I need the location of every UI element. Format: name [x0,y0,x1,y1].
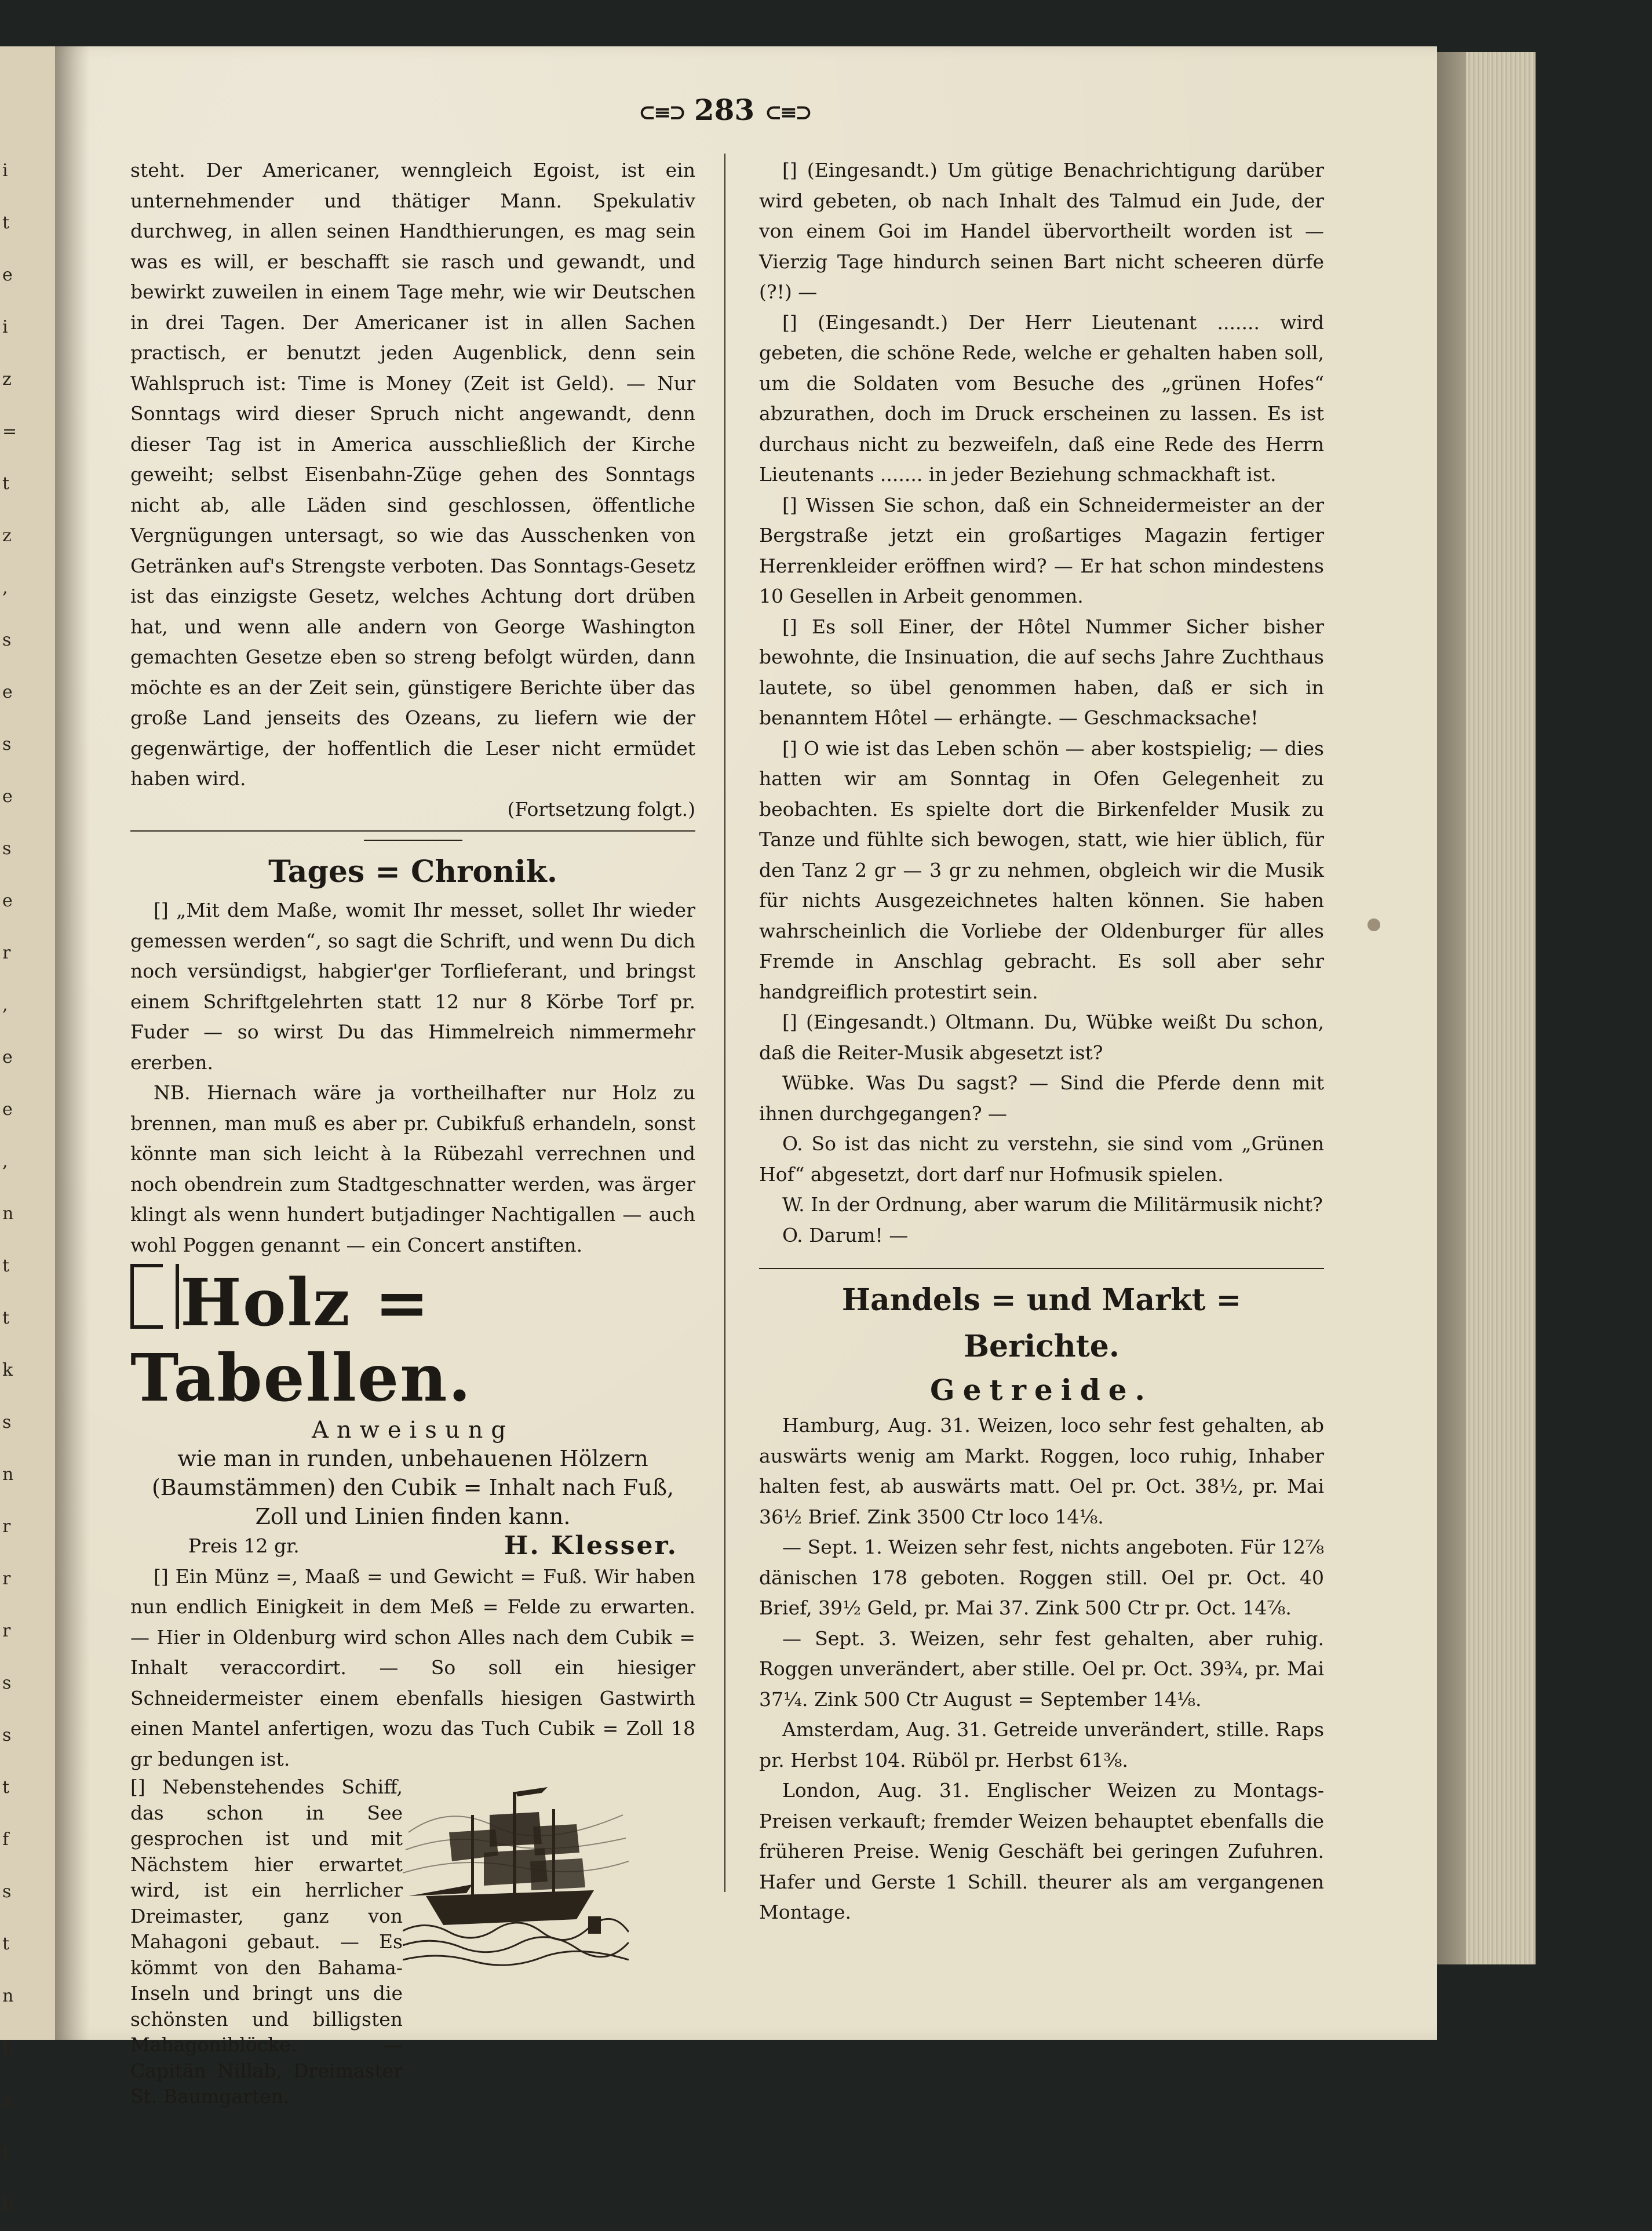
continued-note: (Fortsetzung folgt.) [507,797,695,821]
left-ornament-icon: ⊂≡⊃ [638,100,684,125]
chronik-heading: Tages = Chronik. [268,854,557,890]
ink-stain [1367,918,1380,931]
dialogue-oltmann: [] (Eingesandt.) Oltmann. Du, Wübke weißt Du schon, daß die Reiter-Musik abgesetzt ist? [759,1011,1324,1064]
price-line [130,1531,695,1562]
article-continuation: steht. Der Americaner, wenngleich Egoist, ist ein unternehmender und thätiger Mann. Spekulativ durchweg, in allen seinen Handthierungen, es mag sein was es will, er beschafft sie rasch und gewandt, und bewirkt zuweilen in einem Tage mehr, wie wir Deutschen in drei Tagen. Der Americaner ist in allen Sachen practisch, er benutzt jeden Augenblick, denn sein Wahlspruch ist: Time is Money (Zeit ist Geld). — Nur Sonntags wird dieser Spruch nicht angewandt, denn dieser Tag ist in America ausschließlich der Kirche geweiht; selbst Eisenbahn-Züge gehen des Sonntags nicht ab, alle Läden sind geschlossen, öffentliche Vergnügungen untersagt, so wie das Ausschenken von Getränken auf's Strengste verboten. Das Sonntags-Gesetz ist das einzigste Gesetz, welches Achtung dort drüben hat, und wenn alle andern von George Washington gemachten Gesetze eben so streng befolgt würden, dann möchte es an der Zeit sein, günstigere Berichte über das große Land jenseits des Ozeans, zu liefern wie der gegenwärtige, der hoffentlich die Leser nicht ermüdet haben wird. [130,159,695,790]
market-amsterdam: Amsterdam, Aug. 31. Getreide unverändert, stille. Raps pr. Herbst 104. Rüböl pr. Herbst 61⅜. [759,1718,1324,1771]
short-rule [364,840,462,841]
left-column [130,155,695,2108]
market-hamburg-3: — Sept. 3. Weizen, sehr fest gehalten, aber ruhig. Roggen unverändert, aber stille. Oel pr. Oct. 39¾, pr. Mai 37¼. Zink 500 Ctr August = September 14⅛. [759,1627,1324,1711]
right-column [759,155,1324,1928]
dialogue-wuebke: Wübke. Was Du sagst? — Sind die Pferde denn mit ihnen durchgegangen? — [759,1071,1324,1125]
ein-paragraph: [] Ein Münz =, Maaß = und Gewicht = Fuß. Wir haben nun endlich Einigkeit in dem Meß = Felde zu erwarten. — Hier in Oldenburg wird schon Alles nach dem Cubik = Inhalt veraccordirt. — So soll ein hiesiger Schneidermeister einem ebenfalls hiesigen Gastwirth einen Mantel anfertigen, wozu das Tuch Cubik = Zoll 18 gr bedungen ist. [130,1565,695,1770]
chronik-paragraph-2: NB. Hiernach wäre ja vortheilhafter nur Holz zu brennen, man muß es aber pr. Cubikfuß erhandeln, sonst könnte man sich leicht à la Rübezahl verrechnen und noch obendrein zum Stadtgeschnatter werden, was ärger klingt als wenn hundert butjadinger Nachtigallen — auch wohl Poggen genannt — ein Concert anstiften. [130,1081,695,1256]
seller-name: H. Klesser. [504,1531,678,1561]
ship-notice [130,1774,695,2108]
dialogue-o-2: O. Darum! — [782,1223,909,1246]
eingesandt-talmud: [] (Eingesandt.) Um gütige Benachrichtigung darüber wird gebeten, ob nach Inhalt des Talmud ein Jude, der von einem Goi im Handel übervortheilt worden ist — Vierzig Tage hindurch seinen Bart nicht scheeren dürfe (?!) — [759,159,1324,303]
getreide-heading: Getreide. [930,1373,1153,1407]
holz-tabellen-title [130,1264,695,1416]
gutter-shadow [55,46,90,2040]
eingesandt-lieutenant: [] (Eingesandt.) Der Herr Lieutenant ....... wird gebeten, die schöne Rede, welche er gehalten haben soll, um die Soldaten vom Besuche des „grünen Hofes“ abzurathen, doch im Druck erscheinen zu lassen. Es ist durchaus nicht zu bezweifeln, daß eine Rede des Herrn Lieutenants ....... in jeder Beziehung schmackhaft ist. [759,311,1324,486]
ship-illustration-icon [403,1780,629,1971]
right-ornament-icon: ⊂≡⊃ [764,100,811,125]
anweisung-text: wie man in runden, unbehauenen Hölzern (Baumstämmen) den Cubik = Inhalt nach Fuß, Zoll und Linien finden kann. [151,1446,674,1529]
left-page-edge [0,46,55,2215]
price: Preis 12 gr. [188,1534,300,1557]
hotel-notice: [] Es soll Einer, der Hôtel Nummer Sicher bisher bewohnte, die Insinuation, die auf sechs Jahre Zuchthaus lautete, so übel genommen haben, daß er sich in benanntem Hôtel — erhängte. — Geschmacksache! [759,615,1324,729]
section-rule [130,830,695,832]
market-hamburg-1: Hamburg, Aug. 31. Weizen, loco sehr fest gehalten, ab auswärts wenig am Markt. Roggen, loco ruhig, Inhaber halten fest, ab auswärts matt. Oel pr. Oct. 38½, pr. Mai 36½ Brief. Zink 3500 Ctr loco 14⅛. [759,1414,1324,1528]
dialogue-o-1: O. So ist das nicht zu verstehn, sie sind vom „Grünen Hof“ abgesetzt, dort darf nur Hofmusik spielen. [759,1132,1324,1186]
column-divider [724,154,725,1892]
market-hamburg-2: — Sept. 1. Weizen sehr fest, nichts angeboten. Für 12⅞ dänischen 178 geboten. Roggen still. Oel pr. Oct. 40 Brief, 39½ Geld, pr. Mai 37. Zink 500 Ctr pr. Oct. 14⅞. [759,1536,1324,1619]
page-stack [1466,52,1536,1964]
page-number-text: 283 [694,93,755,127]
holz-title-text: Holz = Tabellen. [130,1265,472,1416]
ofen-notice: [] O wie ist das Leben schön — aber kostspielig; — dies hatten wir am Sonntag in Ofen Gelegenheit zu beobachten. Es spielte dort die Birkenfelder Musik zu Tanze und fühlte sich bewogen, statt, wie hier üblich, für den Tanz 2 gr — 3 gr zu nehmen, obgleich wir die Musik für nichts Ausgezeichnetes halten können. Sie haben wahrscheinlich die Vorliebe der Oldenburger für alles Fremde in Anschlag gebracht. Es soll aber sehr handgreiflich protestirt sein. [759,737,1324,1003]
schneidermeister-notice: [] Wissen Sie schon, daß ein Schneidermeister an der Bergstraße jetzt ein großartiges Magazin fertiger Herrenkleider eröffnen wird? — Er hat schon mindestens 10 Gesellen in Arbeit genommen. [759,493,1324,607]
dialogue-w: W. In der Ordnung, aber warum die Militärmusik nicht? [782,1193,1323,1216]
page-number [626,93,823,127]
chronik-paragraph-1: [] „Mit dem Maße, womit Ihr messet, sollet Ihr wieder gemessen werden“, so sagt die Schrift, und wenn Du dich noch versündigst, habgier'ger Torflieferant, und bringst einem Schriftgelehrten statt 12 nur 8 Körbe Torf pr. Fuder — so wirst Du das Himmelreich nimmermehr ererben. [130,899,695,1074]
anweisung-label: Anweisung [311,1417,514,1443]
section-rule-right [759,1268,1324,1269]
bracket-icon [130,1264,163,1329]
ship-paragraph: [] Nebenstehendes Schiff, das schon in See gesprochen ist und mit Nächstem hier erwartet wird, ist ein herrlicher Dreimaster, ganz von Mahagoni gebaut. — Es kömmt von den Bahama-Inseln und bringt uns die schönsten und billigsten Mahagoniblöcke. — Capitän Nillab, Dreimaster St. Baumgarten. [130,1776,403,2108]
market-london: London, Aug. 31. Englischer Weizen zu Montags-Preisen verkauft; fremder Weizen behauptet ebenfalls die früheren Preise. Wenig Geschäft bei geringen Zufuhren. Hafer und Gerste 1 Schill. theurer als am vergangenen Montage. [759,1779,1324,1923]
markt-heading: Handels = und Markt = Berichte. [841,1282,1242,1364]
left-page-letters: i t e i z = t z , s e s e s e r , e e , n t t k s n r r r s s t f s t n h z t b [2,161,17,2215]
